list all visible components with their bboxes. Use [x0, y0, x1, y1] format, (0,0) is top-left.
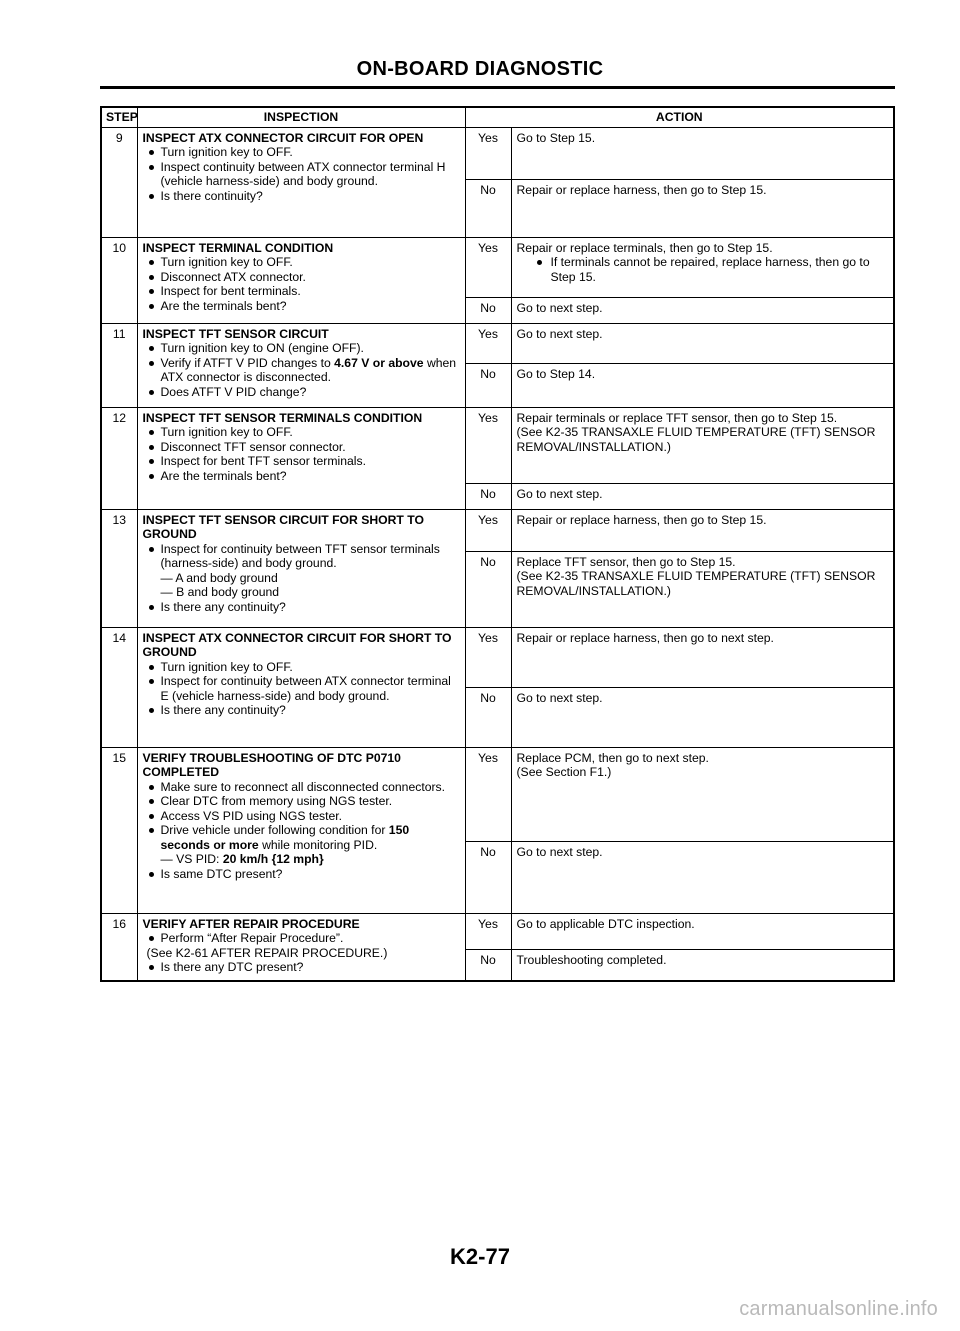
inspection-cell	[137, 407, 465, 509]
verify-threshold: 4.67 V or above	[334, 355, 424, 370]
action-no: Repair or replace harness, then go to Step 15.	[511, 179, 894, 237]
sub-item: — A and body ground	[160, 570, 278, 585]
list-item: Turn ignition key to OFF.	[143, 255, 460, 270]
answer-no: No	[465, 297, 511, 323]
action-text: Replace TFT sensor, then go to Step 15.	[516, 554, 736, 569]
inspection-cell	[137, 323, 465, 407]
answer-yes: Yes	[465, 913, 511, 949]
action-yes	[511, 237, 894, 297]
answer-yes: Yes	[465, 627, 511, 687]
drive-text: Drive vehicle under following condition for	[160, 823, 389, 837]
answer-yes: Yes	[465, 237, 511, 297]
sub-item: — B and body ground	[160, 585, 280, 599]
action-yes: Go to applicable DTC inspection.	[511, 913, 894, 949]
action-no: Go to next step.	[511, 687, 894, 747]
inspection-title: INSPECT ATX CONNECTOR CIRCUIT FOR SHORT TO GROUND	[142, 630, 452, 659]
answer-no: No	[465, 687, 511, 747]
action-text: Repair or replace terminals, then go to Step 15.	[516, 240, 773, 255]
action-no: Go to next step.	[511, 841, 894, 913]
step-number: 11	[101, 323, 137, 407]
answer-no: No	[465, 179, 511, 237]
inspection-cell	[137, 627, 465, 747]
action-reference: (See K2-35 TRANSAXLE FLUID TEMPERATURE (TFT) SENSOR REMOVAL/INSTALLATION.)	[516, 569, 876, 598]
list-item	[143, 823, 460, 852]
answer-no: No	[465, 841, 511, 913]
inspection-title: INSPECT ATX CONNECTOR CIRCUIT FOR OPEN	[142, 130, 424, 145]
list-item: Access VS PID using NGS tester.	[143, 809, 460, 824]
list-item: Turn ignition key to OFF.	[143, 425, 460, 440]
table-row	[101, 323, 894, 363]
list-item: Is there any continuity?	[143, 600, 460, 615]
action-no: Go to Step 14.	[511, 363, 894, 407]
action-no	[511, 551, 894, 627]
drive-duration: 150 seconds or more	[160, 823, 410, 852]
inspection-cell	[137, 509, 465, 627]
action-yes	[511, 407, 894, 483]
answer-yes: Yes	[465, 747, 511, 841]
list-item: Clear DTC from memory using NGS tester.	[143, 794, 460, 809]
action-yes: Go to Step 15.	[511, 127, 894, 179]
list-item: Perform “After Repair Procedure”.	[143, 931, 460, 946]
inspection-title: INSPECT TERMINAL CONDITION	[142, 240, 334, 255]
step-number: 16	[101, 913, 137, 981]
sub-item	[143, 852, 460, 867]
list-item: Inspect for continuity between ATX connector terminal E (vehicle harness-side) and body ground.	[143, 674, 460, 703]
page-number: K2-77	[450, 1244, 510, 1269]
table-row	[101, 627, 894, 687]
table-header-row	[101, 107, 894, 127]
action-reference: (See Section F1.)	[516, 765, 612, 779]
list-item: Turn ignition key to ON (engine OFF).	[143, 341, 460, 356]
list-item: Inspect for bent terminals.	[143, 284, 460, 299]
list-item: Is there continuity?	[143, 189, 460, 204]
action-yes: Repair or replace harness, then go to Step 15.	[511, 509, 894, 551]
action-yes: Repair or replace harness, then go to next step.	[511, 627, 894, 687]
inspection-cell	[137, 913, 465, 981]
list-item: Are the terminals bent?	[143, 299, 460, 314]
table-row	[101, 913, 894, 949]
list-item: Turn ignition key to OFF.	[143, 145, 460, 160]
see-reference: (See K2-61 AFTER REPAIR PROCEDURE.)	[146, 945, 388, 960]
list-item: Turn ignition key to OFF.	[143, 660, 460, 675]
list-item: Does ATFT V PID change?	[143, 385, 460, 400]
list-item: Inspect for bent TFT sensor terminals.	[143, 454, 460, 469]
page-title: ON-BOARD DIAGNOSTIC	[356, 58, 604, 80]
list-item: Inspect for continuity between TFT sensor terminals (harness-side) and body ground.	[143, 542, 460, 571]
list-item: Is there any continuity?	[143, 703, 460, 718]
step-number: 12	[101, 407, 137, 509]
answer-yes: Yes	[465, 509, 511, 551]
action-text: Repair terminals or replace TFT sensor, then go to Step 15.	[516, 410, 838, 425]
action-yes	[511, 747, 894, 841]
step-number: 13	[101, 509, 137, 627]
table-row	[101, 407, 894, 483]
answer-yes: Yes	[465, 323, 511, 363]
action-yes: Go to next step.	[511, 323, 894, 363]
col-action-header: ACTION	[465, 107, 894, 127]
step-number: 15	[101, 747, 137, 913]
list-item: Are the terminals bent?	[143, 469, 460, 484]
col-inspection-header: INSPECTION	[137, 107, 465, 127]
inspection-title: INSPECT TFT SENSOR TERMINALS CONDITION	[142, 410, 423, 425]
answer-no: No	[465, 363, 511, 407]
table-row	[101, 509, 894, 551]
answer-yes: Yes	[465, 407, 511, 483]
action-reference: (See K2-35 TRANSAXLE FLUID TEMPERATURE (TFT) SENSOR REMOVAL/INSTALLATION.)	[516, 425, 876, 454]
inspection-title: VERIFY AFTER REPAIR PROCEDURE	[142, 916, 360, 931]
step-number: 10	[101, 237, 137, 323]
answer-yes: Yes	[465, 127, 511, 179]
verify-text: Verify if ATFT V PID changes to	[160, 355, 335, 370]
list-item: Is same DTC present?	[143, 867, 460, 882]
step-number: 9	[101, 127, 137, 237]
list-item: Is there any DTC present?	[143, 960, 460, 975]
inspection-cell	[137, 237, 465, 323]
list-item	[143, 356, 460, 385]
action-no: Go to next step.	[511, 483, 894, 509]
inspection-cell	[137, 747, 465, 913]
inspection-title: VERIFY TROUBLESHOOTING OF DTC P0710 COMPLETED	[142, 750, 401, 779]
step-number: 14	[101, 627, 137, 747]
title-divider	[100, 86, 895, 89]
action-no: Troubleshooting completed.	[511, 949, 894, 981]
table-row	[101, 237, 894, 297]
col-step-header: STEP	[101, 107, 137, 127]
diagnostic-table	[100, 106, 895, 982]
action-text: Replace PCM, then go to next step.	[516, 750, 709, 765]
watermark-text: carmanualsonline.info	[739, 1298, 938, 1320]
inspection-title: INSPECT TFT SENSOR CIRCUIT FOR SHORT TO GROUND	[142, 512, 424, 541]
list-item: Disconnect ATX connector.	[143, 270, 460, 285]
list-item: Inspect continuity between ATX connector terminal H (vehicle harness-side) and body ground.	[143, 160, 460, 189]
answer-no: No	[465, 551, 511, 627]
table-row	[101, 127, 894, 179]
vs-pid-label: — VS PID:	[160, 852, 223, 866]
inspection-title: INSPECT TFT SENSOR CIRCUIT	[142, 326, 329, 341]
drive-text-end: while monitoring PID.	[258, 837, 378, 852]
action-no: Go to next step.	[511, 297, 894, 323]
verify-text-end: when ATX connector is disconnected.	[160, 355, 457, 384]
vs-pid-value: 20 km/h {12 mph}	[222, 852, 324, 866]
list-item: Make sure to reconnect all disconnected connectors.	[143, 780, 460, 795]
list-item: Disconnect TFT sensor connector.	[143, 440, 460, 455]
answer-no: No	[465, 483, 511, 509]
answer-no: No	[465, 949, 511, 981]
inspection-cell	[137, 127, 465, 237]
action-bullet: If terminals cannot be repaired, replace harness, then go to Step 15.	[517, 255, 889, 284]
table-row	[101, 747, 894, 841]
